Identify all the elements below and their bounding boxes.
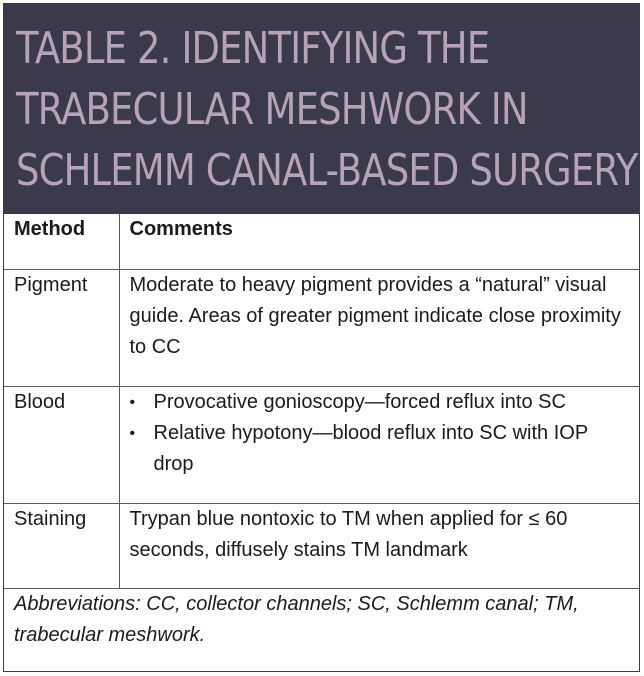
bullet-item: [130, 387, 632, 418]
bullet-icon: •: [129, 393, 136, 411]
table-row-blood: [4, 386, 639, 503]
header-comments: Comments: [119, 214, 639, 269]
methods-table: [4, 214, 639, 672]
bullet-item: [130, 418, 632, 480]
comment-cell-pigment: Moderate to heavy pigment provides a “natural” visual guide. Areas of greater pigment indicate close proximity to CC: [119, 269, 639, 386]
table-title-line-3: SCHLEMM CANAL-BASED SURGERY: [16, 145, 638, 196]
bullet-text: Provocative gonioscopy—forced reflux into SC: [153, 390, 566, 413]
table-row-pigment: [4, 269, 639, 386]
method-cell-staining: Staining: [4, 503, 119, 588]
table-title-band: [4, 4, 639, 214]
comment-cell-staining: Trypan blue nontoxic to TM when applied for ≤ 60 seconds, diffusely stains TM landmark: [119, 503, 639, 588]
table-figure: [3, 3, 640, 672]
table-header-row: [4, 214, 639, 269]
bullet-text: Relative hypotony—blood reflux into SC with IOP drop: [153, 421, 588, 475]
method-cell-pigment: Pigment: [4, 269, 119, 386]
abbreviations-footnote: Abbreviations: CC, collector channels; SC, Schlemm canal; TM, trabecular meshwork.: [4, 588, 639, 672]
comment-cell-blood: [119, 386, 639, 503]
table-footnote-row: [4, 588, 639, 672]
table-row-staining: [4, 503, 639, 588]
table-title-line-2: TRABECULAR MESHWORK IN: [16, 84, 528, 135]
header-method: Method: [4, 214, 119, 269]
bullet-icon: •: [129, 424, 136, 442]
table-title-line-1: TABLE 2. IDENTIFYING THE: [16, 23, 490, 74]
method-cell-blood: Blood: [4, 386, 119, 503]
